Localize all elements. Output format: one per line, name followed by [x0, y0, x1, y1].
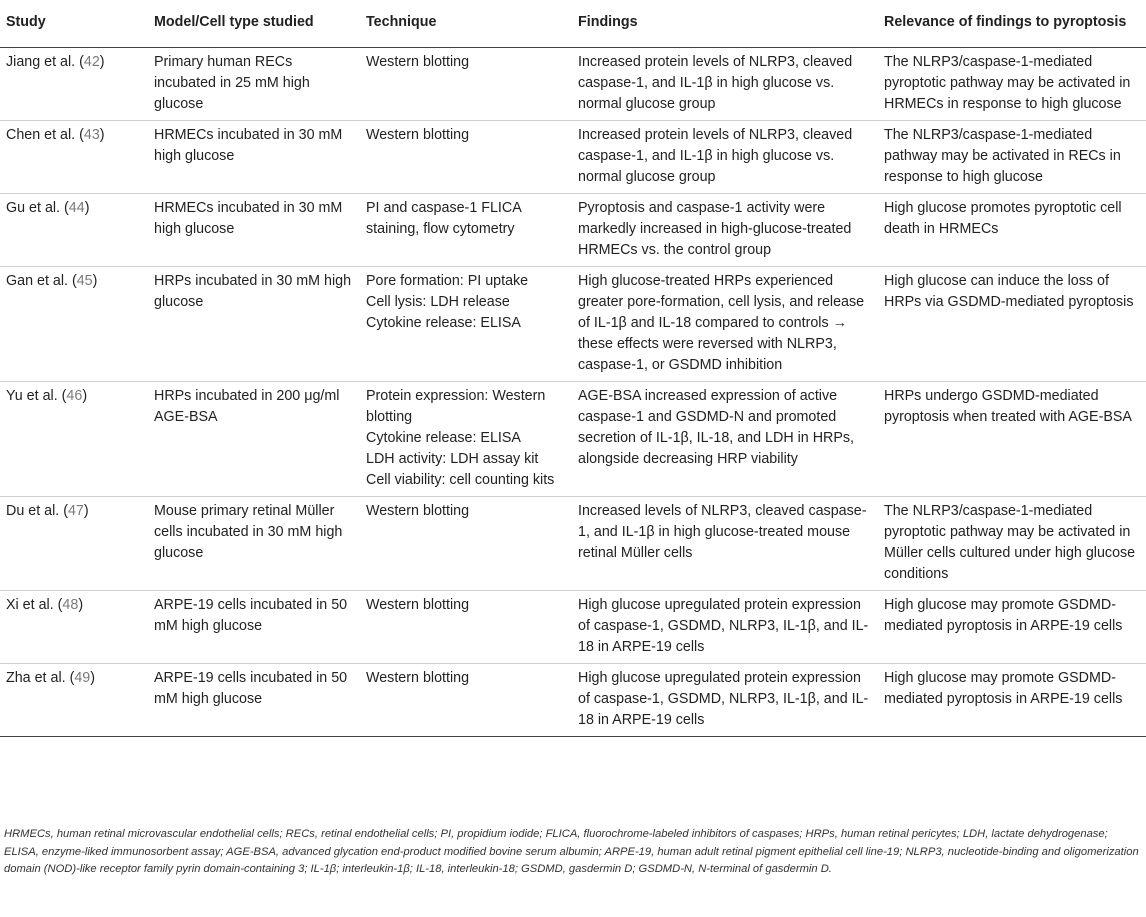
study-author: Xi et al. ( — [6, 597, 63, 613]
findings-cell: Increased protein levels of NLRP3, cleaved caspase-1, and IL-1β in high glucose vs. normal glucose group — [572, 48, 878, 121]
study-paren: ) — [83, 503, 89, 519]
study-paren: ) — [99, 127, 105, 143]
technique-line: Western blotting — [366, 127, 470, 143]
technique-line: Cytokine release: ELISA — [366, 430, 521, 446]
study-paren: ) — [78, 597, 84, 613]
table-row — [0, 497, 1146, 591]
technique-line: Pore formation: PI uptake — [366, 273, 529, 289]
relevance-cell: The NLRP3/caspase-1-mediated pyroptotic pathway may be activated in HRMECs in response to high glucose — [878, 48, 1146, 121]
relevance-cell: The NLRP3/caspase-1-mediated pyroptotic pathway may be activated in Müller cells cultured under high glucose conditions — [878, 497, 1146, 591]
table-header-row — [0, 0, 1146, 48]
header-relevance: Relevance of findings to pyroptosis — [878, 0, 1146, 48]
model-cell: HRMECs incubated in 30 mM high glucose — [148, 194, 360, 267]
table-row — [0, 382, 1146, 497]
model-cell: ARPE-19 cells incubated in 50 mM high glucose — [148, 591, 360, 664]
study-paren: ) — [92, 273, 98, 289]
header-study: Study — [0, 0, 148, 48]
study-paren: ) — [84, 200, 90, 216]
study-author: Gan et al. ( — [6, 273, 77, 289]
technique-line: Cell viability: cell counting kits — [366, 472, 555, 488]
findings-cell: AGE-BSA increased expression of active caspase-1 and GSDMD-N and promoted secretion of IL-1β, IL-18, and LDH in HRPs, alongside decreasing HRP viability — [572, 382, 878, 497]
header-technique: Technique — [360, 0, 572, 48]
study-author: Chen et al. ( — [6, 127, 84, 143]
study-author: Gu et al. ( — [6, 200, 69, 216]
technique-cell — [360, 382, 572, 497]
findings-cell: High glucose upregulated protein expression of caspase-1, GSDMD, NLRP3, IL-1β, and IL-18 in ARPE-19 cells — [572, 591, 878, 664]
table-footnote: HRMECs, human retinal microvascular endothelial cells; RECs, retinal endothelial cells; PI, propidium iodide; FLICA, fluorochrome-labeled inhibitors of caspases; HRPs, human retinal pericytes; LDH, lactate dehydrogenase; ELISA, enzyme-liked immunosorbent assay; AGE-BSA, advanced glycation end-product modified bovine serum albumin; ARPE-19, human adult retinal pigment epithelial cell line-19; NLRP3, nucleotide-binding and oligomerization domain (NOD)-like receptor family pyrin domain-containing 3; IL-1β; interleukin-1β; IL-18, interleukin-18; GSDMD, gasdermin D; GSDMD-N, N-terminal of gasdermin D. — [4, 828, 1139, 875]
technique-line: Western blotting — [366, 503, 470, 519]
study-cell — [0, 497, 148, 591]
header-model: Model/Cell type studied — [148, 0, 360, 48]
reference-link[interactable]: 45 — [76, 273, 93, 289]
technique-cell — [360, 267, 572, 382]
study-cell — [0, 48, 148, 121]
table-row — [0, 267, 1146, 382]
technique-line: Western blotting — [366, 597, 470, 613]
study-paren: ) — [99, 54, 105, 70]
relevance-cell: High glucose may promote GSDMD-mediated pyroptosis in ARPE-19 cells — [878, 591, 1146, 664]
table-row — [0, 121, 1146, 194]
header-findings: Findings — [572, 0, 878, 48]
study-cell — [0, 194, 148, 267]
table-row — [0, 194, 1146, 267]
technique-cell — [360, 121, 572, 194]
findings-cell: Pyroptosis and caspase-1 activity were markedly increased in high-glucose-treated HRMECs vs. the control group — [572, 194, 878, 267]
model-cell: HRMECs incubated in 30 mM high glucose — [148, 121, 360, 194]
study-paren: ) — [82, 388, 88, 404]
study-cell — [0, 591, 148, 664]
study-cell — [0, 664, 148, 737]
model-cell: Primary human RECs incubated in 25 mM high glucose — [148, 48, 360, 121]
model-cell: HRPs incubated in 30 mM high glucose — [148, 267, 360, 382]
study-cell — [0, 382, 148, 497]
table-body — [0, 48, 1146, 737]
relevance-cell: HRPs undergo GSDMD-mediated pyroptosis when treated with AGE-BSA — [878, 382, 1146, 497]
relevance-cell: High glucose promotes pyroptotic cell death in HRMECs — [878, 194, 1146, 267]
relevance-cell: The NLRP3/caspase-1-mediated pathway may be activated in RECs in response to high glucose — [878, 121, 1146, 194]
findings-cell: High glucose upregulated protein expression of caspase-1, GSDMD, NLRP3, IL-1β, and IL-18 in ARPE-19 cells — [572, 664, 878, 737]
technique-line: Cytokine release: ELISA — [366, 315, 521, 331]
model-cell: ARPE-19 cells incubated in 50 mM high glucose — [148, 664, 360, 737]
reference-link[interactable]: 47 — [67, 503, 84, 519]
study-author: Zha et al. ( — [6, 670, 75, 686]
technique-line: PI and caspase-1 FLICA staining, flow cytometry — [366, 200, 521, 237]
technique-cell — [360, 497, 572, 591]
technique-line: Cell lysis: LDH release — [366, 294, 510, 310]
relevance-cell: High glucose can induce the loss of HRPs via GSDMD-mediated pyroptosis — [878, 267, 1146, 382]
reference-link[interactable]: 48 — [62, 597, 79, 613]
technique-cell — [360, 48, 572, 121]
findings-cell: High glucose-treated HRPs experienced greater pore-formation, cell lysis, and release of IL-1β and IL-18 compared to controls → these effects were reversed with NLRP3, caspase-1, or GSDMD inhibition — [572, 267, 878, 382]
table-row — [0, 48, 1146, 121]
relevance-cell: High glucose may promote GSDMD-mediated pyroptosis in ARPE-19 cells — [878, 664, 1146, 737]
technique-line: Western blotting — [366, 670, 470, 686]
reference-link[interactable]: 43 — [83, 127, 100, 143]
study-author: Jiang et al. ( — [6, 54, 84, 70]
reference-link[interactable]: 46 — [66, 388, 83, 404]
study-cell — [0, 267, 148, 382]
table-row — [0, 591, 1146, 664]
reference-link[interactable]: 44 — [68, 200, 85, 216]
technique-cell — [360, 664, 572, 737]
model-cell: Mouse primary retinal Müller cells incubated in 30 mM high glucose — [148, 497, 360, 591]
reference-link[interactable]: 42 — [83, 54, 100, 70]
findings-cell: Increased protein levels of NLRP3, cleaved caspase-1, and IL-1β in high glucose vs. normal glucose group — [572, 121, 878, 194]
study-cell — [0, 121, 148, 194]
technique-cell — [360, 591, 572, 664]
technique-line: Protein expression: Western blotting — [366, 388, 546, 425]
model-cell: HRPs incubated in 200 μg/ml AGE-BSA — [148, 382, 360, 497]
reference-link[interactable]: 49 — [74, 670, 91, 686]
findings-cell: Increased levels of NLRP3, cleaved caspase-1, and IL-1β in high glucose-treated mouse retinal Müller cells — [572, 497, 878, 591]
study-author: Yu et al. ( — [6, 388, 67, 404]
study-author: Du et al. ( — [6, 503, 68, 519]
technique-line: LDH activity: LDH assay kit — [366, 451, 539, 467]
technique-cell — [360, 194, 572, 267]
technique-line: Western blotting — [366, 54, 470, 70]
table-row — [0, 664, 1146, 737]
study-paren: ) — [90, 670, 96, 686]
